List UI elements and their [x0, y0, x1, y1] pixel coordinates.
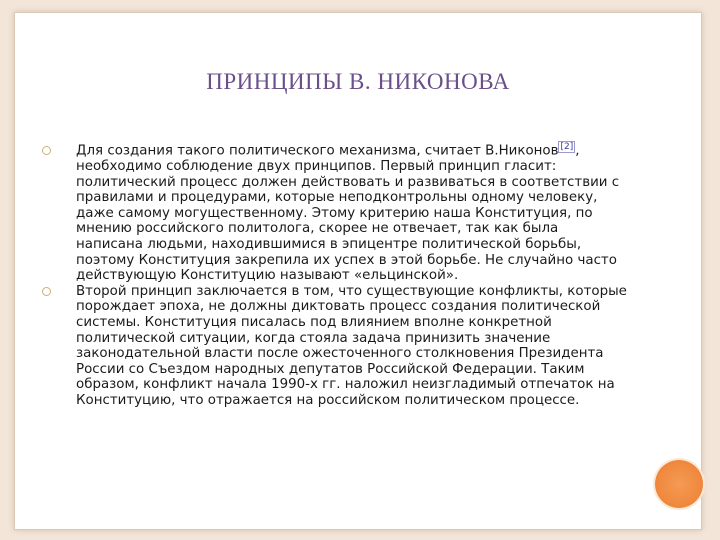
bullet-list [39, 143, 629, 409]
bullet-2-text: заключается в том, что существующие конфликты, которые порождает эпоха, не должны диктовать процесс создания политической системы. Конституция писалась под влиянием вполне конкретной политической ситуации, когда стояла задача принизить значение законодательной власти после ожесточенного столкновения Президента России со Съездом народных депутатов Российской Федерации. Таким образом, конфликт начала 1990-х гг. наложил неизгладимый отпечаток на Конституцию, что отражается на российском политическом процессе. [76, 283, 627, 408]
bullet-item-1 [39, 143, 629, 284]
slide-title: ПРИНЦИПЫ В. НИКОНОВА [206, 69, 510, 94]
bullet-circle-icon [42, 287, 51, 296]
bullet-circle-icon [42, 146, 51, 155]
bullet-item-2 [39, 284, 629, 409]
bullet-1-text-start: Для создания такого политического механизма, считает В.Никонов [76, 143, 559, 159]
decorative-orange-circle-icon [655, 460, 703, 508]
slide-card [14, 12, 702, 530]
bullet-2-lead: Второй принцип [76, 283, 193, 299]
footnote-link[interactable]: [2] [560, 142, 574, 152]
bullet-1-text-end: , необходимо соблюдение двух принципов. Первый принцип гласит: политический процесс должен действовать и развиваться в соответствии с правилами и процедурами, которые неподконтрольны одному человеку, даже самому могущественному. Этому критерию наша Конституция, по мнению российского политолога, скорее не отвечает, так как была написана людьми, находившимися в эпицентре политической борьбы, поэтому Конституция закрепила их успех в этой борьбе. Не случайно часто действующую Конституцию называют «ельцинской». [76, 143, 620, 284]
